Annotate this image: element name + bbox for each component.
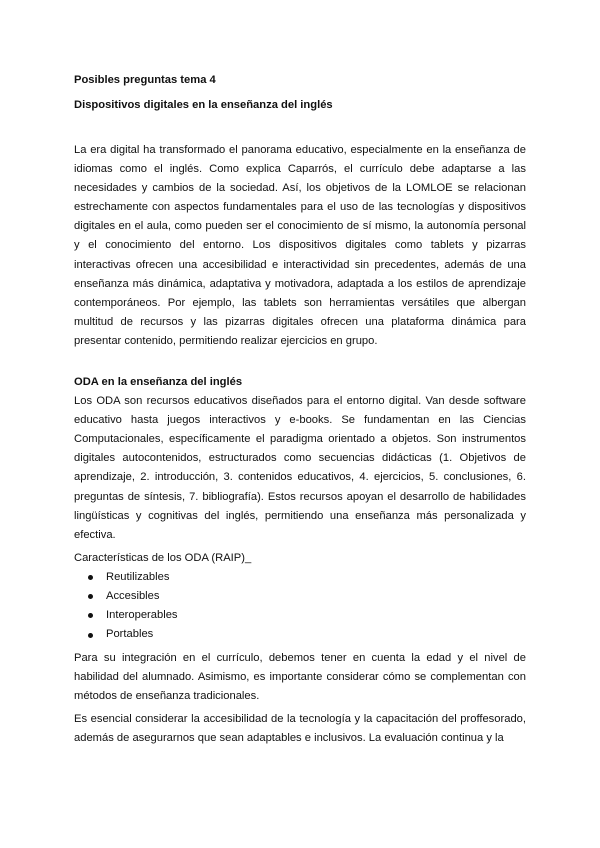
- characteristics-label: Características de los ODA (RAIP)_: [74, 551, 252, 564]
- characteristics-list: [74, 568, 526, 645]
- paragraph-oda: Los ODA son recursos educativos diseñados para el entorno digital. Van desde software educativo hasta juegos interactivos y e-books. Se fundamentan en las Ciencias Computacionales, específicamente el paradigma orientado a objetos. Son instrumentos digitales autocontenidos, estructurados como secuencias didácticas (1. Objetivos de aprendizaje, 2. introducción, 3. contenidos educativos, 4. ejercicios, 5. conclusiones, 6. preguntas de síntesis, 7. bibliografía). Estos recursos apoyan el desarrollo de habilidades lingüísticas y cognitivas del inglés, permitiendo una enseñanza más personalizada y efectiva.: [74, 395, 526, 541]
- paragraph-integration: Para su integración en el currículo, debemos tener en cuenta la edad y el nivel de habilidad del alumnado. Asimismo, es importante considerar cómo se complementan con métodos de enseñanza tradicionales.: [74, 651, 526, 702]
- section-heading-devices: Dispositivos digitales en la enseñanza del inglés: [74, 99, 333, 111]
- section-heading-oda: ODA en la enseñanza del inglés: [74, 376, 243, 389]
- paragraph-intro: La era digital ha transformado el panorama educativo, especialmente en la enseñanza de idiomas como el inglés. Como explica Caparrós, el currículo debe adaptarse a las necesidades y cambios de la sociedad. Así, los objetivos de la LOMLOE se relacionan estrechamente con aspectos fundamentales para el uso de las tecnologías y dispositivos digitales en el aula, como pueden ser el conocimiento de sí mismo, la autonomía personal y el conocimiento del entorno. Los dispositivos digitales como tablets y pizarras interactivas ofrecen una accesibilidad e interactividad sin precedentes, además de una enseñanza más dinámica, adaptativa y motivadora, adaptada a los estilos de aprendizaje contemporáneos. Por ejemplo, las tablets son herramientas versátiles que albergan multitud de recursos y las pizarras digitales ofrecen una plataforma dinámica para presentar contenido, permitiendo realizar ejercicios en grupo.: [74, 144, 526, 347]
- bullet-icon: [88, 594, 93, 599]
- list-item: Interoperables: [88, 606, 526, 625]
- bullet-icon: [88, 575, 93, 580]
- bullet-icon: [88, 633, 93, 638]
- list-item: Reutilizables: [88, 568, 526, 587]
- document-title: Posibles preguntas tema 4: [74, 74, 216, 86]
- paragraph-accessibility: Es esencial considerar la accesibilidad de la tecnología y la capacitación del proffesorado, además de asegurarnos que sean adaptables e inclusivos. La evaluación continua y la: [74, 712, 526, 745]
- list-item: Accesibles: [88, 587, 526, 606]
- bullet-icon: [88, 613, 93, 618]
- list-item: Portables: [88, 625, 526, 644]
